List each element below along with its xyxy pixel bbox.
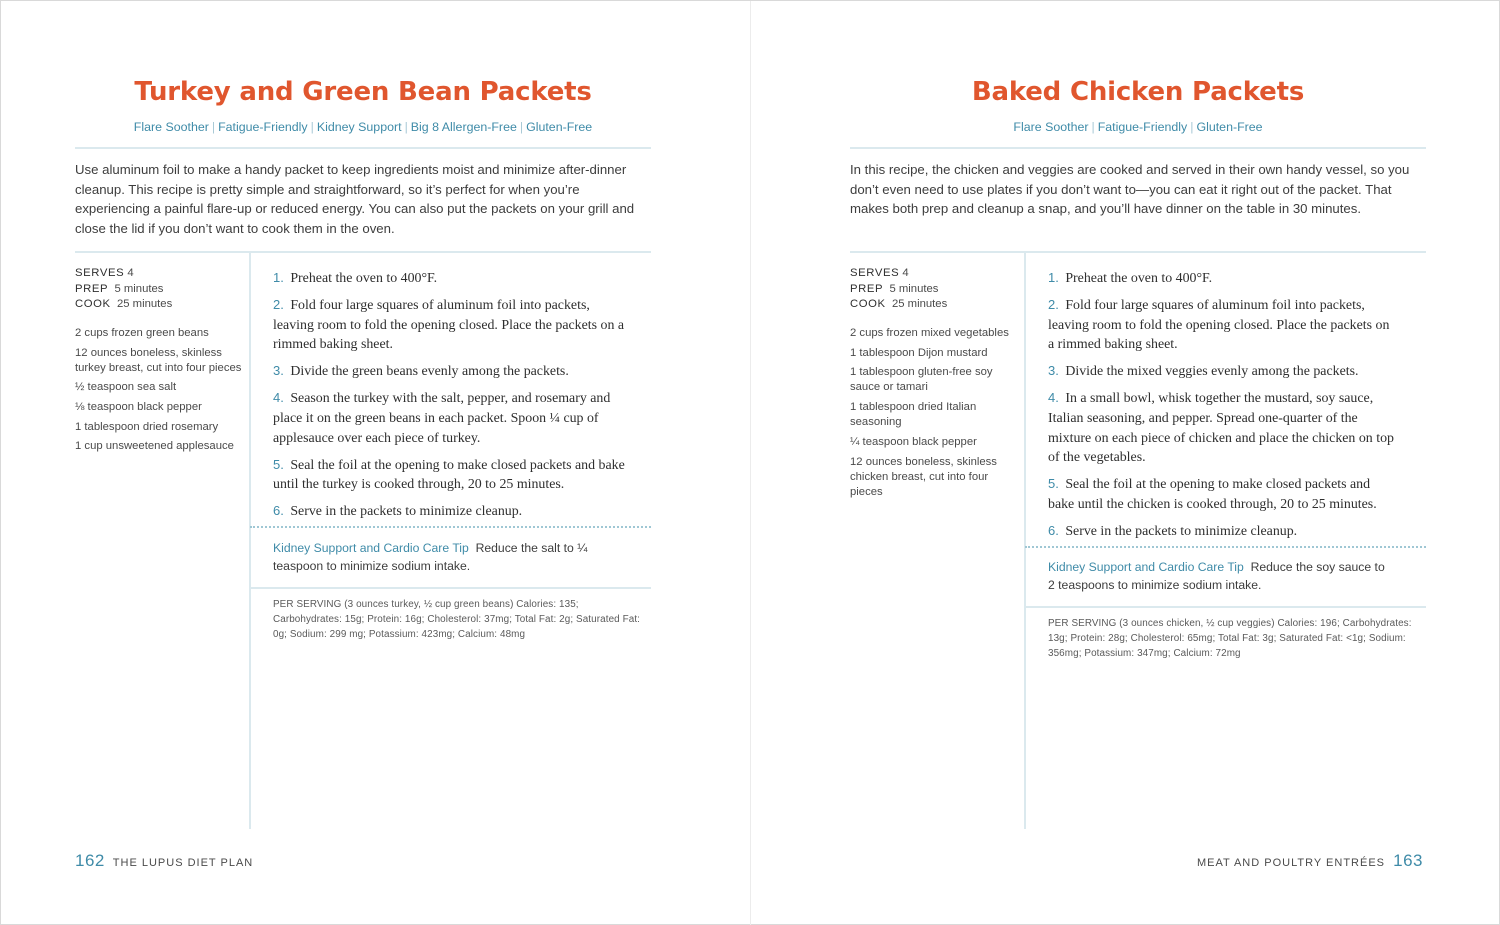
dotted-divider (250, 526, 651, 528)
step-item (273, 295, 633, 355)
right-folio (1197, 851, 1423, 871)
step-number: 3. (273, 363, 284, 379)
step-item (273, 501, 633, 522)
step-text: Preheat the oven to 400°F. (1065, 271, 1213, 286)
ingredient-item: 1 tablespoon Dijon mustard (850, 346, 988, 359)
step-text: Preheat the oven to 400°F. (290, 271, 438, 286)
divider (75, 147, 651, 149)
step-number: 1. (273, 270, 284, 285)
divider (1025, 606, 1426, 608)
ingredient-item: 2 cups frozen mixed vegetables (850, 327, 1009, 339)
left-folio (75, 851, 253, 871)
step-item (1048, 388, 1398, 467)
tag-separator: | (1190, 120, 1194, 134)
tag: Flare Soother (1013, 120, 1089, 134)
tip-text: Reduce the soy sauce to 2 teaspoons to minimize sodium intake. (1048, 560, 1385, 592)
ingredient-item: 1 tablespoon gluten-free soy sauce or tamari (850, 366, 993, 394)
step-text: Season the turkey with the salt, pepper, and rosemary and place it on the green beans in each packet. Spoon ¼ cup of applesauce over each piece of turkey. (273, 391, 611, 446)
ingredient-item: 12 ounces boneless, skinless turkey breast, cut into four pieces (75, 346, 242, 374)
step-list (1048, 268, 1398, 548)
book-gutter (750, 1, 751, 925)
ingredient-item: ¼ teaspoon black pepper (850, 435, 977, 448)
recipe-meta (850, 266, 1020, 313)
step-number: 6. (1048, 523, 1059, 539)
step-text: Divide the green beans evenly among the packets. (290, 364, 569, 380)
step-number: 1. (1048, 270, 1059, 285)
nutrition-info: PER SERVING (3 ounces chicken, ½ cup veggies) Calories: 196; Carbohydrates: 13g; Protein: 28g; Cholesterol: 65mg; Total Fat: 3g; Saturated Fat: <1g; Sodium: 356mg; Potassium: 347mg; Calcium: 72mg (1048, 618, 1412, 659)
left-page (75, 1, 651, 925)
tag: Gluten-Free (526, 120, 593, 134)
prep-line: PREP 5 minutes (75, 282, 164, 295)
tag: Flare Soother (133, 120, 209, 134)
tag-separator: | (519, 120, 524, 134)
divider (250, 587, 651, 589)
page-number: 162 (75, 851, 105, 870)
ingredient-item: 2 cups frozen green beans (75, 327, 209, 339)
recipe-intro: Use aluminum foil to make a handy packet to keep ingredients moist and minimize after-dinner cleanup. This recipe is pretty simple and straightforward, so it’s perfect for when you’re experiencing a painful flare-up or reduced energy. You can also put the packets on your grill and close the lid if you don’t want to cook them in the oven. (75, 162, 635, 236)
page-number: 163 (1393, 851, 1423, 870)
step-number: 5. (273, 456, 284, 472)
recipe-tags (75, 120, 651, 134)
step-item (1048, 521, 1398, 542)
step-text: Seal the foil at the opening to make closed packets and bake until the turkey is cooked through, 20 to 25 minutes. (273, 457, 625, 493)
recipe-intro: In this recipe, the chicken and veggies are cooked and served in their own handy vessel, so you don’t even need to use plates if you don’t want to—you can eat it right out of the packet. That makes both prep and cleanup a snap, and you’ll have dinner on the table in 30 minutes. (850, 162, 1410, 216)
serves-line: SERVES 4 (75, 267, 134, 279)
step-number: 2. (1048, 297, 1059, 313)
ingredient-item: ⅛ teaspoon black pepper (75, 401, 202, 414)
recipe-tip (273, 539, 613, 575)
step-text: Seal the foil at the opening to make closed packets and bake until the chicken is cooked through, 20 to 25 minutes. (1048, 477, 1377, 512)
step-text: Divide the mixed veggies evenly among the packets. (1065, 364, 1359, 380)
ingredient-list (850, 326, 1010, 505)
serves-line: SERVES 4 (850, 267, 909, 279)
recipe-tip (1048, 558, 1388, 594)
nutrition-info: PER SERVING (3 ounces turkey, ½ cup green beans) Calories: 135; Carbohydrates: 15g; Protein: 16g; Cholesterol: 37mg; Total Fat: 2g; Saturated Fat: 0g; Sodium: 299 mg; Potassium: 423mg; Calcium: 48mg (273, 599, 641, 640)
dotted-divider (1025, 546, 1426, 548)
tag: Big 8 Allergen-Free (410, 120, 517, 134)
tip-label: Kidney Support and Cardio Care Tip (273, 541, 469, 555)
step-number: 5. (1048, 476, 1059, 492)
tip-text: Reduce the salt to ¼ teaspoon to minimize sodium intake. (273, 541, 588, 573)
ingredient-item: ½ teaspoon sea salt (75, 381, 177, 394)
cook-line: COOK 25 minutes (850, 298, 948, 310)
cook-line: COOK 25 minutes (75, 298, 173, 310)
running-head: MEAT AND POULTRY ENTRÉES (1196, 857, 1385, 869)
running-head: THE LUPUS DIET PLAN (112, 857, 254, 869)
step-number: 6. (273, 503, 284, 519)
recipe-title: Turkey and Green Bean Packets (134, 77, 592, 107)
tag-separator: | (211, 120, 216, 134)
ingredient-item: 1 cup unsweetened applesauce (75, 440, 234, 453)
prep-line: PREP 5 minutes (850, 282, 939, 295)
recipe-tags (850, 120, 1426, 134)
recipe-meta (75, 266, 245, 313)
step-text: Serve in the packets to minimize cleanup. (290, 504, 523, 520)
column-divider (249, 252, 251, 829)
step-text: In a small bowl, whisk together the mustard, soy sauce, Italian seasoning, and pepper. Spread one-quarter of the mixture on each piece of chicken and place the chicken on top of the vegetables. (1048, 391, 1394, 466)
tag: Fatigue-Friendly (1097, 120, 1188, 134)
ingredient-item: 1 tablespoon dried rosemary (75, 420, 219, 433)
divider (75, 251, 651, 253)
step-item (1048, 295, 1398, 355)
step-item (1048, 361, 1398, 382)
recipe-title: Baked Chicken Packets (971, 77, 1305, 107)
divider (850, 147, 1426, 149)
tag-separator: | (1091, 120, 1095, 134)
column-divider (1024, 252, 1026, 829)
divider (850, 251, 1426, 253)
ingredient-item: 1 tablespoon dried Italian seasoning (850, 401, 977, 429)
step-item (1048, 474, 1398, 514)
tag-separator: | (310, 120, 314, 134)
step-item (273, 455, 633, 495)
ingredient-list (75, 326, 243, 459)
step-item (273, 268, 633, 289)
tag-separator: | (404, 120, 408, 134)
step-number: 4. (273, 390, 284, 406)
step-text: Fold four large squares of aluminum foil into packets, leaving room to fold the opening closed. Place the packets on a rimmed baking sheet. (1048, 298, 1390, 353)
step-number: 2. (273, 297, 284, 313)
step-item (1048, 268, 1398, 289)
step-item (273, 361, 633, 382)
tag: Gluten-Free (1196, 120, 1263, 134)
step-text: Serve in the packets to minimize cleanup. (1065, 524, 1298, 540)
step-list (273, 268, 633, 529)
ingredient-item: 12 ounces boneless, skinless chicken breast, cut into four pieces (850, 455, 997, 499)
tag: Kidney Support (316, 120, 402, 134)
step-number: 4. (1048, 390, 1059, 406)
step-number: 3. (1048, 363, 1059, 379)
right-page (850, 1, 1426, 925)
tip-label: Kidney Support and Cardio Care Tip (1048, 560, 1244, 574)
tag: Fatigue-Friendly (218, 120, 308, 134)
step-item (273, 388, 633, 448)
step-text: Fold four large squares of aluminum foil into packets, leaving room to fold the opening closed. Place the packets on a rimmed baking sheet. (273, 298, 625, 353)
